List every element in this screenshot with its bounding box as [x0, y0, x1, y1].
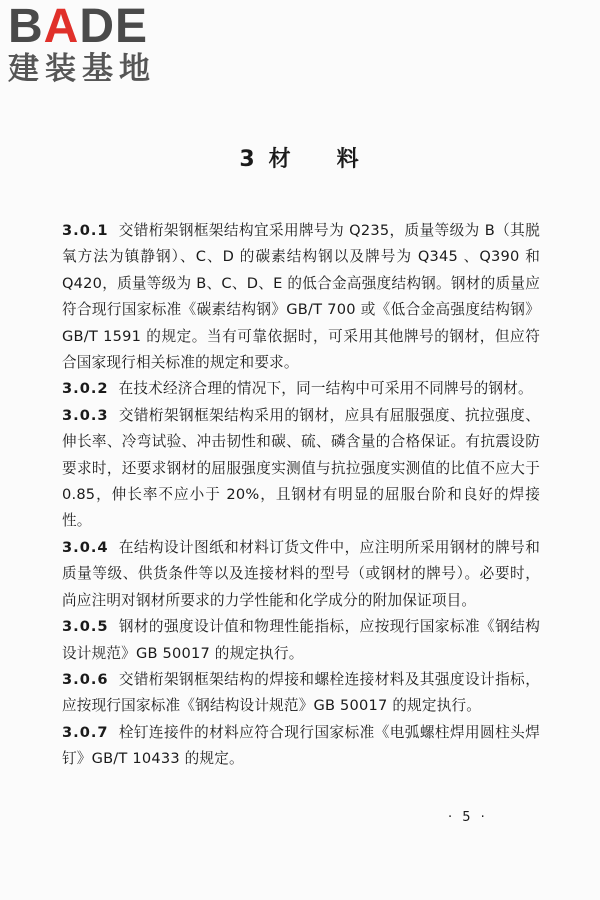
bade-logo — [8, 0, 173, 87]
clause-3-0-7 — [62, 720, 540, 773]
clause-3-0-6 — [62, 667, 540, 720]
clause-number: 3.0.4 — [62, 538, 109, 556]
clause-number: 3.0.7 — [62, 723, 109, 741]
clause-text: 在技术经济合理的情况下，同一结构中可采用不同牌号的钢材。 — [118, 380, 533, 398]
clause-list — [62, 218, 540, 773]
chapter-title-char-1: 材 — [268, 147, 293, 172]
logo-subtitle: 建装基地 — [8, 51, 156, 87]
logo-letter-b: B — [8, 0, 44, 53]
clause-text: 钢材的强度设计值和物理性能指标，应按现行国家标准《钢结构设计规范》GB 50017 的规定执行。 — [62, 618, 540, 662]
chapter-title — [0, 142, 600, 173]
clause-number: 3.0.2 — [62, 380, 109, 398]
clause-text: 交错桁架钢框架结构的焊接和螺栓连接材料及其强度设计指标，应按现行国家标准《钢结构设计规范》GB 50017 的规定执行。 — [62, 670, 540, 715]
clause-3-0-4 — [62, 535, 540, 614]
clause-number: 3.0.3 — [62, 406, 109, 424]
clause-3-0-5 — [62, 614, 540, 667]
page-number: · 5 · — [448, 810, 488, 825]
clause-3-0-2 — [62, 376, 540, 402]
clause-number: 3.0.1 — [62, 222, 109, 239]
logo-wordmark — [8, 0, 173, 53]
logo-letter-a-accent: A — [43, 0, 80, 53]
clause-3-0-3 — [62, 403, 540, 535]
clause-text: 在结构设计图纸和材料订货文件中，应注明所采用钢材的牌号和质量等级、供货条件等以及连接材料的型号（或钢材的牌号）。必要时，尚应注明对钢材所要求的力学性能和化学成分的附加保证项目。 — [62, 538, 540, 609]
clause-3-0-1 — [62, 218, 540, 376]
clause-text: 交错桁架钢框架结构宜采用牌号为 Q235，质量等级为 B（其脱氧方法为镇静钢）、C、D 的碳素结构钢以及牌号为 Q345 、Q390 和 Q420，质量等级为 B、C、D、E 的低合金高强度结构钢。钢材的质量应符合现行国家标准《碳素结构钢》GB/T 700 或《低合金高强度结构钢》GB/T 1591 的规定。当有可靠依据时，可采用其他牌号的钢材，但应符合国家现行相关标准的规定和要求。 — [62, 222, 540, 372]
clause-text: 栓钉连接件的材料应符合现行国家标准《电弧螺柱焊用圆柱头焊钉》GB/T 10433 的规定。 — [62, 723, 540, 768]
clause-text: 交错桁架钢框架结构采用的钢材，应具有屈服强度、抗拉强度、伸长率、冷弯试验、冲击韧性和碳、硫、磷含量的合格保证。有抗震设防要求时，还要求钢材的屈服强度实测值与抗拉强度实测值的比值不应大于 0.85，伸长率不应小于 20%，且钢材有明显的屈服台阶和良好的焊接性。 — [62, 406, 540, 530]
chapter-title-char-2: 料 — [336, 147, 361, 172]
clause-number: 3.0.6 — [62, 670, 109, 688]
chapter-number: 3 — [239, 147, 257, 172]
clause-number: 3.0.5 — [62, 618, 109, 636]
logo-letters-de: DE — [79, 0, 149, 53]
